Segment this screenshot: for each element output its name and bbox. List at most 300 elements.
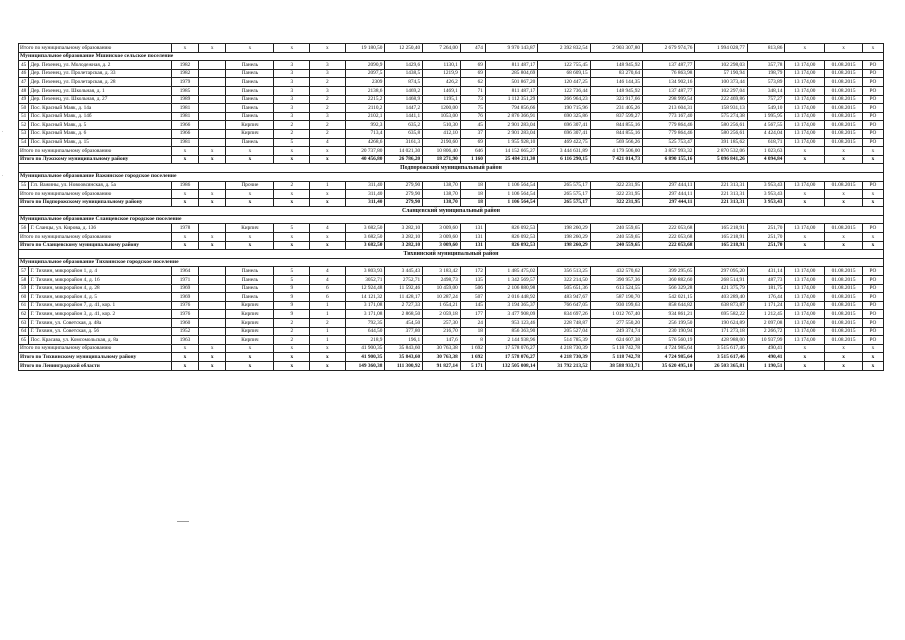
table-cell: 2110,2 xyxy=(345,104,385,113)
table-cell: 1 955 928,10 xyxy=(485,138,537,147)
table-cell xyxy=(199,104,226,113)
total-value: 2 392 832,54 xyxy=(538,44,590,53)
table-cell: 2 266,72 xyxy=(747,327,785,336)
table-cell: 2 059,18 xyxy=(423,310,461,319)
table-cell: 13 174,00 xyxy=(785,112,825,121)
total-value: 826 092,53 xyxy=(485,241,537,250)
table-cell: 953 123,46 xyxy=(485,319,537,328)
table-cell: 1985 xyxy=(171,86,198,95)
table-cell: РО xyxy=(862,61,883,70)
table-cell: 297 444,11 xyxy=(643,181,695,190)
table-cell: х xyxy=(862,353,883,362)
total-label: Итого по муниципальному образованию xyxy=(19,190,172,199)
total-label: Итого по Тихвинскому муниципальному району xyxy=(19,353,172,362)
housing-capital-repair-table xyxy=(18,43,884,371)
table-cell: х xyxy=(825,147,863,156)
table-cell: 1 xyxy=(310,336,346,345)
address-cell: Г. Тихвин, микрорайон 7, д. 41, кор. 1 xyxy=(29,301,171,310)
table-cell: х xyxy=(171,155,198,164)
table-cell: 54 xyxy=(19,138,29,147)
table-cell: РО xyxy=(862,224,883,233)
table-cell: 1978 xyxy=(171,224,198,233)
table-cell: 3 803,93 xyxy=(345,267,385,276)
total-value: 111 300,92 xyxy=(385,361,423,370)
table-cell: х xyxy=(310,198,346,207)
table-cell: 13 174,00 xyxy=(785,69,825,78)
table-cell: х xyxy=(199,241,226,250)
total-value: 20 737,80 xyxy=(345,147,385,156)
table-cell: 3 xyxy=(310,86,346,95)
table-cell: 1971 xyxy=(171,276,198,285)
total-value: 297 444,11 xyxy=(643,198,695,207)
table-cell xyxy=(199,129,226,138)
total-value: 240 559,65 xyxy=(590,233,642,242)
table-cell: 549,10 xyxy=(747,104,785,113)
table-cell: Панель xyxy=(226,104,274,113)
section-title: Муниципальное образование Тихвинское городское поселение xyxy=(19,258,884,267)
table-cell: 514 785,39 xyxy=(538,336,590,345)
table-cell: х xyxy=(226,147,274,156)
table-cell: 542 021,15 xyxy=(643,293,695,302)
table-cell: 120 447,25 xyxy=(538,78,590,87)
table-cell: 13 174,00 xyxy=(785,276,825,285)
table-cell: РО xyxy=(862,293,883,302)
total-value: 311,40 xyxy=(345,198,385,207)
table-cell: 1 654,21 xyxy=(423,301,461,310)
table-cell: х xyxy=(825,198,863,207)
address-cell: Г. Сланцы, ул. Кирова, д. 136 xyxy=(29,224,171,233)
table-cell: 1 485 475,02 xyxy=(485,267,537,276)
total-value: 3 009,60 xyxy=(423,233,461,242)
table-cell: 1 012 767,40 xyxy=(590,310,642,319)
table-cell: 3 xyxy=(274,95,310,104)
table-cell: х xyxy=(310,44,346,53)
table-cell: 4 xyxy=(310,267,346,276)
table-cell: х xyxy=(785,353,825,362)
table-cell: 52 xyxy=(19,121,29,130)
table-cell: 3 xyxy=(274,69,310,78)
total-row xyxy=(19,361,884,370)
table-cell: 51 xyxy=(19,112,29,121)
table-cell: х xyxy=(862,155,883,164)
table-cell: РО xyxy=(862,336,883,345)
table-cell: 1 112 351,29 xyxy=(485,95,537,104)
table-cell: Панель xyxy=(226,276,274,285)
total-value: 3 009,60 xyxy=(423,241,461,250)
table-cell: 1952 xyxy=(171,327,198,336)
table-cell: 360 882,60 xyxy=(643,276,695,285)
table-cell: 01.08.2015 xyxy=(825,276,863,285)
table-cell: х xyxy=(825,155,863,164)
table-cell: Панель xyxy=(226,78,274,87)
table-cell: 137 487,77 xyxy=(643,86,695,95)
table-cell: 122 755,45 xyxy=(538,61,590,70)
table-cell: 1966 xyxy=(171,121,198,130)
address-cell: Пос. Красава, ул. Комсомольская, д. 8а xyxy=(29,336,171,345)
table-cell: 3052,71 xyxy=(345,276,385,285)
table-cell: 3 171,08 xyxy=(345,310,385,319)
table-cell: 3 xyxy=(274,112,310,121)
table-cell: х xyxy=(862,361,883,370)
table-cell: 1 342 569,57 xyxy=(485,276,537,285)
table-cell: 14 121,32 xyxy=(345,293,385,302)
margin-mark: . xyxy=(2,173,4,178)
total-value: 7 421 014,73 xyxy=(590,155,642,164)
total-value: 222 053,68 xyxy=(643,241,695,250)
table-cell: 13 174,00 xyxy=(785,181,825,190)
table-cell xyxy=(199,61,226,70)
total-value: 198 260,29 xyxy=(538,241,590,250)
table-cell: 2 xyxy=(310,129,346,138)
table-cell: 1447,2 xyxy=(385,104,423,113)
table-cell: 3 009,60 xyxy=(423,224,461,233)
table-cell: 13 174,00 xyxy=(785,104,825,113)
table-cell: 47 xyxy=(19,78,29,87)
table-cell: 322 231,95 xyxy=(590,181,642,190)
district-header xyxy=(19,164,884,173)
table-cell: 858 644,82 xyxy=(643,301,695,310)
table-cell: 569 566,26 xyxy=(590,138,642,147)
table-cell: 2752,71 xyxy=(385,276,423,285)
table-cell: 2138,6 xyxy=(345,86,385,95)
table-row xyxy=(19,95,884,104)
table-cell: 525 753,47 xyxy=(643,138,695,147)
table-cell: 57 190,94 xyxy=(695,69,747,78)
table-cell: 256 199,50 xyxy=(643,319,695,328)
table-cell: 277 550,20 xyxy=(590,319,642,328)
address-cell: Г. Тихвин, микрорайон 4, д. 16 xyxy=(29,276,171,285)
table-cell: РО xyxy=(862,301,883,310)
table-cell: 01.08.2015 xyxy=(825,95,863,104)
table-cell: 257,30 xyxy=(423,319,461,328)
table-cell: 01.08.2015 xyxy=(825,138,863,147)
table-cell: 01.08.2015 xyxy=(825,310,863,319)
table-cell: 146 144,35 xyxy=(590,78,642,87)
total-value: 35 843,60 xyxy=(385,344,423,353)
table-cell: х xyxy=(274,44,310,53)
table-cell: 37 xyxy=(460,129,485,138)
total-value: 3 953,43 xyxy=(747,198,785,207)
table-cell: 2 xyxy=(310,121,346,130)
table-cell: 4 xyxy=(310,138,346,147)
table-cell: 231 405,26 xyxy=(590,104,642,113)
table-cell: 432 570,62 xyxy=(590,267,642,276)
table-cell: 18 xyxy=(460,327,485,336)
total-value: 4 218 730,39 xyxy=(538,344,590,353)
table-cell: х xyxy=(825,353,863,362)
table-cell: Панель xyxy=(226,284,274,293)
table-cell: 01.08.2015 xyxy=(825,336,863,345)
table-cell: 757,27 xyxy=(747,95,785,104)
table-cell: х xyxy=(171,241,198,250)
total-value: 12 250,40 xyxy=(385,44,423,53)
total-label: Итого по муниципальному образованию xyxy=(19,344,172,353)
table-cell: 580 256,61 xyxy=(695,121,747,130)
table-cell: 2 xyxy=(310,95,346,104)
table-cell: 811 487,17 xyxy=(485,61,537,70)
table-cell: 580 256,61 xyxy=(695,129,747,138)
table-cell: х xyxy=(199,190,226,199)
table-cell: 13 174,00 xyxy=(785,301,825,310)
table-cell: 3 282,10 xyxy=(385,224,423,233)
table-cell: 766 647,05 xyxy=(538,301,590,310)
table-cell: х xyxy=(199,353,226,362)
table-cell: 696 307,41 xyxy=(538,129,590,138)
table-cell: 779 864,46 xyxy=(643,129,695,138)
total-value: 1 023,63 xyxy=(747,147,785,156)
total-value: 279,90 xyxy=(385,198,423,207)
table-cell: 2 xyxy=(274,121,310,130)
total-value: 3 282,10 xyxy=(385,241,423,250)
table-cell: 487,73 xyxy=(747,276,785,285)
total-value: 6 890 155,16 xyxy=(643,155,695,164)
table-cell: 68 609,15 xyxy=(538,69,590,78)
table-cell: 221 313,31 xyxy=(695,181,747,190)
total-value: 14 021,30 xyxy=(385,147,423,156)
address-cell: Дер. Пехенец, ул. Школьная, д. 1 xyxy=(29,86,171,95)
total-value: 4 724 985,64 xyxy=(643,344,695,353)
table-cell: 2 xyxy=(274,327,310,336)
table-cell xyxy=(199,224,226,233)
table-cell: 13 174,00 xyxy=(785,327,825,336)
table-cell: 6 xyxy=(310,284,346,293)
address-cell: Пос. Красный Маяк, д. 14а xyxy=(29,104,171,113)
total-label: Итого по Лужскому муниципальному району xyxy=(19,155,172,164)
table-cell: 3 xyxy=(274,104,310,113)
table-cell: 138,70 xyxy=(423,181,461,190)
table-cell: 1429,6 xyxy=(385,61,423,70)
table-cell: 2 xyxy=(274,336,310,345)
address-cell: Пос. Красный Маяк, д. 15 xyxy=(29,138,171,147)
table-cell: 45 xyxy=(460,121,485,130)
table-cell: 1195,1 xyxy=(423,95,461,104)
table-cell: РО xyxy=(862,69,883,78)
table-cell: РО xyxy=(862,181,883,190)
district-title: Сланцевский муниципальный район xyxy=(19,207,884,216)
table-cell: х xyxy=(226,198,274,207)
address-cell: Дер. Пехенец, ул. Молодежная, д. 2 xyxy=(29,61,171,70)
table-cell: х xyxy=(274,233,310,242)
table-cell: 638 873,87 xyxy=(695,301,747,310)
table-cell xyxy=(199,327,226,336)
table-cell: 5 xyxy=(274,276,310,285)
total-value: 1 190,51 xyxy=(747,361,785,370)
table-cell: РО xyxy=(862,284,883,293)
table-cell: х xyxy=(274,190,310,199)
table-cell: 2190,60 xyxy=(423,138,461,147)
table-cell: 507 xyxy=(460,293,485,302)
table-row xyxy=(19,224,884,233)
table-cell: х xyxy=(825,241,863,250)
table-cell: 65 xyxy=(19,336,29,345)
table-cell xyxy=(199,112,226,121)
table-cell: х xyxy=(171,44,198,53)
table-cell: 59 xyxy=(19,284,29,293)
table-cell: 3 445,43 xyxy=(385,267,423,276)
total-value: 1 994 028,77 xyxy=(695,44,747,53)
table-cell: 13 174,00 xyxy=(785,293,825,302)
total-value: 1 106 564,54 xyxy=(485,198,537,207)
total-value: 131 xyxy=(460,233,485,242)
table-cell: х xyxy=(274,147,310,156)
table-cell: 216,70 xyxy=(423,327,461,336)
table-cell: 412,10 xyxy=(423,129,461,138)
district-header xyxy=(19,250,884,259)
margin-mark: . xyxy=(2,129,4,134)
table-cell: 75 xyxy=(460,104,485,113)
table-cell: 158 931,13 xyxy=(695,104,747,113)
table-cell: 431,14 xyxy=(747,267,785,276)
table-cell: 268 514,91 xyxy=(695,276,747,285)
table-cell: Панель xyxy=(226,61,274,70)
table-cell: 575 274,38 xyxy=(695,112,747,121)
table-cell: 3161,3 xyxy=(385,138,423,147)
table-cell: 576 560,19 xyxy=(643,336,695,345)
table-cell: 240 559,65 xyxy=(590,224,642,233)
table-cell: 1982 xyxy=(171,61,198,70)
table-cell: 811 487,17 xyxy=(485,86,537,95)
total-label: Итого по Сланцевскому муниципальному району xyxy=(19,241,172,250)
total-row xyxy=(19,147,884,156)
table-cell: 01.08.2015 xyxy=(825,301,863,310)
table-cell: 934 861,21 xyxy=(643,310,695,319)
table-cell: 1981 xyxy=(171,138,198,147)
table-cell: х xyxy=(199,44,226,53)
table-cell: 2 xyxy=(310,78,346,87)
table-cell: 1976 xyxy=(171,310,198,319)
total-value: 1 692 xyxy=(460,344,485,353)
table-cell: х xyxy=(274,155,310,164)
table-cell: х xyxy=(785,155,825,164)
table-cell: 3 682,50 xyxy=(345,224,385,233)
table-cell: 249 374,74 xyxy=(590,327,642,336)
table-cell: 3 xyxy=(310,61,346,70)
total-value: 165 218,91 xyxy=(695,241,747,250)
total-value: 17 578 076,27 xyxy=(485,353,537,362)
table-cell: 01.08.2015 xyxy=(825,327,863,336)
table-cell: 501 867,20 xyxy=(485,78,537,87)
table-cell xyxy=(199,86,226,95)
table-cell: х xyxy=(199,147,226,156)
table-cell: 391 185,62 xyxy=(695,138,747,147)
table-cell: 165 218,91 xyxy=(695,224,747,233)
table-cell: Кирпич xyxy=(226,336,274,345)
total-value: 279,90 xyxy=(385,190,423,199)
table-cell: 1469,2 xyxy=(385,86,423,95)
table-cell: 76 863,98 xyxy=(643,69,695,78)
table-cell: РО xyxy=(862,267,883,276)
table-cell: х xyxy=(199,361,226,370)
table-cell: х xyxy=(785,44,825,53)
table-cell: 196,1 xyxy=(385,336,423,345)
total-value: 132 505 008,14 xyxy=(485,361,537,370)
section-title: Муниципальное образование Сланцевское городское поселение xyxy=(19,215,884,224)
table-cell: 230 190,94 xyxy=(643,327,695,336)
total-value: 240 559,65 xyxy=(590,241,642,250)
total-value: 138,70 xyxy=(423,190,461,199)
table-cell: Кирпич xyxy=(226,224,274,233)
table-cell: 587 190,70 xyxy=(590,293,642,302)
table-cell: 46 xyxy=(19,69,29,78)
table-cell: 3 171,08 xyxy=(345,301,385,310)
table-cell: 60 xyxy=(19,293,29,302)
table-cell: х xyxy=(226,190,274,199)
table-cell: 3 xyxy=(274,61,310,70)
address-cell: Г. Тихвин, микрорайон 1, д. 4 xyxy=(29,267,171,276)
total-value: 251,70 xyxy=(747,233,785,242)
total-value: 3 282,10 xyxy=(385,233,423,242)
table-cell: РО xyxy=(862,310,883,319)
total-row xyxy=(19,233,884,242)
table-cell: 3 xyxy=(310,112,346,121)
table-cell xyxy=(199,181,226,190)
table-cell: х xyxy=(226,233,274,242)
total-value: 138,70 xyxy=(423,198,461,207)
table-cell: 1130,1 xyxy=(423,61,461,70)
table-cell: х xyxy=(825,190,863,199)
table-cell: РО xyxy=(862,319,883,328)
table-cell: 2 144 938,96 xyxy=(485,336,537,345)
table-cell: 100 373,44 xyxy=(695,78,747,87)
table-cell: 18 xyxy=(460,181,485,190)
table-cell: 844 855,16 xyxy=(590,121,642,130)
table-cell: 228 748,87 xyxy=(538,319,590,328)
table-cell: 635,2 xyxy=(385,121,423,130)
total-row xyxy=(19,190,884,199)
table-cell: 01.08.2015 xyxy=(825,293,863,302)
table-cell: РО xyxy=(862,112,883,121)
total-value: 18 xyxy=(460,198,485,207)
table-cell: Панель xyxy=(226,86,274,95)
table-row xyxy=(19,121,884,130)
table-cell: РО xyxy=(862,276,883,285)
total-row xyxy=(19,241,884,250)
total-value: 265 575,17 xyxy=(538,190,590,199)
table-cell: 4268,6 xyxy=(345,138,385,147)
table-cell: 618,71 xyxy=(747,138,785,147)
table-cell: х xyxy=(171,361,198,370)
total-value: 17 578 076,27 xyxy=(485,344,537,353)
table-cell: 2 xyxy=(310,104,346,113)
table-cell: 01.08.2015 xyxy=(825,224,863,233)
table-cell: 131 xyxy=(460,224,485,233)
table-cell: 2 097,08 xyxy=(747,319,785,328)
table-cell: 635,8 xyxy=(385,129,423,138)
total-value: 813,86 xyxy=(747,44,785,53)
table-cell: Панель xyxy=(226,69,274,78)
table-cell: 1469,1 xyxy=(423,86,461,95)
address-cell: Дер. Пехенец, ул. Пролетарская, д. 33 xyxy=(29,69,171,78)
table-cell: РО xyxy=(862,104,883,113)
total-value: 297 444,11 xyxy=(643,190,695,199)
table-cell: 49 xyxy=(19,95,29,104)
table-cell: 1986 xyxy=(171,181,198,190)
table-cell: х xyxy=(862,233,883,242)
table-cell: 198 260,29 xyxy=(538,224,590,233)
total-value: 490,41 xyxy=(747,353,785,362)
table-cell: 13 174,00 xyxy=(785,138,825,147)
table-cell: х xyxy=(274,361,310,370)
total-value: 14 152 665,27 xyxy=(485,147,537,156)
total-value: 149 360,38 xyxy=(345,361,385,370)
total-value: 91 827,14 xyxy=(423,361,461,370)
table-cell: 856 363,90 xyxy=(485,327,537,336)
table-cell: Панель xyxy=(226,138,274,147)
table-cell xyxy=(199,319,226,328)
table-cell: х xyxy=(862,44,883,53)
table-cell: 251,70 xyxy=(747,224,785,233)
district-title: Тихвинский муниципальный район xyxy=(19,250,884,259)
